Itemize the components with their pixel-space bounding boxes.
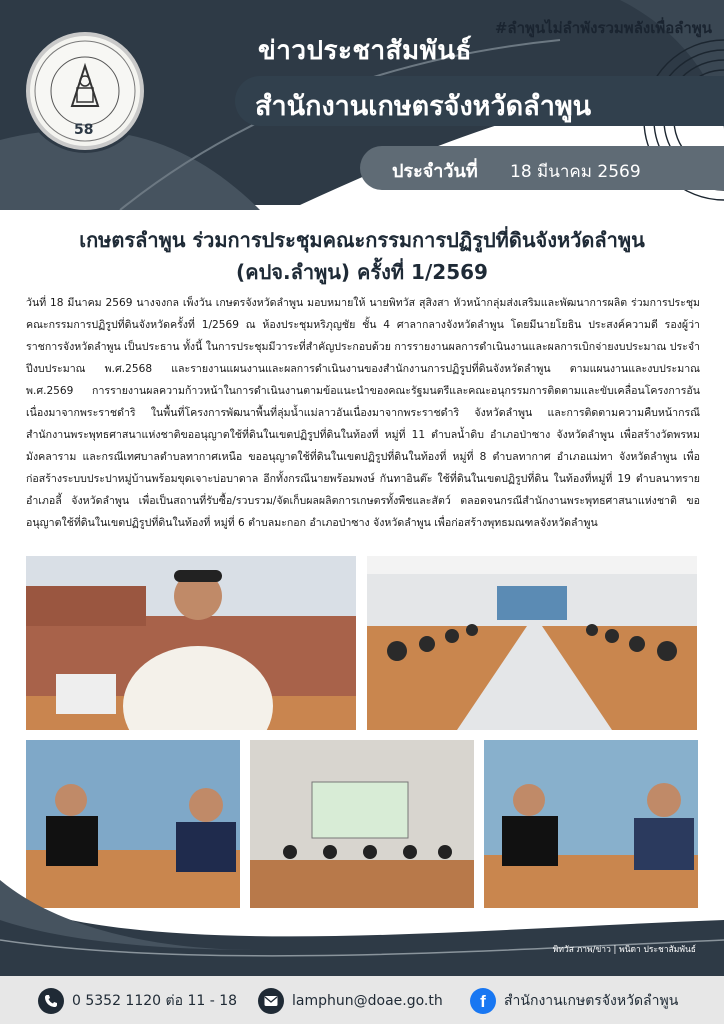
department-logo <box>26 32 144 150</box>
press-release-label: ข่าวประชาสัมพันธ์ <box>258 36 472 66</box>
bottom-decoration <box>0 880 724 976</box>
contact-email[interactable] <box>258 988 443 1014</box>
email-address: lamphun@doae.go.th <box>292 993 443 1009</box>
hashtag: #ลำพูนไม่ลำพังรวมพลังเพื่อลำพูน <box>494 19 712 37</box>
mail-icon <box>258 988 284 1014</box>
headline-line-1: เกษตรลำพูน ร่วมการประชุมคณะกรรมการปฏิรูปที่ดินจังหวัดลำพูน <box>79 228 645 252</box>
phone-number: 0 5352 1120 ต่อ 11 - 18 <box>72 993 238 1009</box>
footer <box>0 976 724 1024</box>
photo-meeting-room <box>367 556 697 730</box>
facebook-icon: f <box>470 988 496 1014</box>
headline-line-2: (คปจ.ลำพูน) ครั้งที่ 1/2569 <box>236 260 488 284</box>
phone-icon <box>38 988 64 1014</box>
date-value: 18 มีนาคม 2569 <box>510 162 641 182</box>
contact-phone[interactable] <box>38 988 237 1014</box>
office-name: สำนักงานเกษตรจังหวัดลำพูน <box>255 91 592 122</box>
article-body: วันที่ 18 มีนาคม 2569 นางจงกล เพ็งวัน เกษตรจังหวัดลำพูน มอบหมายให้ นายพิทวัส สุสิงสา หัวหน้ากลุ่มส่งเสริมและพัฒนาการผลิต ร่วมการประชุมคณะกรรมการปฏิรูปที่ดินจังหวัดครั้งที่ 1/2569 ณ ห้องประชุมหริภุญชัย ชั้น 4 ศาลากลางจังหวัดลำพูน โดยมีนายโยธิน ประสงค์ความดี รองผู้ว่าราชการจังหวัดลำพูน เป็นประธาน ทั้งนี้ ในการประชุมมีวาระที่สำคัญประกอบด้วย การรายงานผลการดำเนินงานและผลการเบิกจ่ายงบประมาณ ประจำปีงบประมาณ พ.ศ.2568 และรายงานแผนงานและผลการดำเนินงานของสำนักงานการปฏิรูปที่ดินจังหวัดลำพูน ตามแผนงานและงบประมาณ พ.ศ.2569 การรายงานผลความก้าวหน้าในการดำเนินงานตามข้อแนะนำของคณะรัฐมนตรีและคณะอนุกรรมการติดตามและขับเคลื่อนโครงการอันเนื่องมาจากพระราชดำริ ในพื้นที่โครงการพัฒนาพื้นที่ลุ่มน้ำแม่ลาวอันเนื่องมาจากพระราชดำริ จังหวัดลำพูน และการติดตามความคืบหน้ากรณีสำนักงานพระพุทธศาสนาแห่งชาติขออนุญาตใช้ที่ดินในเขตปฏิรูปที่ดินในท้องที่ หมู่ที่ 11 ตำบลน้ำดิบ อำเภอป่าซาง จังหวัดลำพูน เพื่อสร้างวัดพรหมมังคลาราม และกรณีเทศบาลตำบลทากาศเหนือ ขออนุญาตใช้ที่ดินในเขตปฏิรูปที่ดินในท้องที่ หมู่ที่ 8 ตำบลทากาศ อำเภอแม่ทา จังหวัดลำพูน เพื่อก่อสร้างระบบประปาหมู่บ้านพร้อมขุดเจาะบ่อบาดาล อีกทั้งกรณีนายพร้อมพงษ์ กันทาอินต๊ะ ใช้ที่ดินในเขตปฏิรูปที่ดิน ในท้องที่หมู่ที่ 19 ตำบลนาทราย อำเภอลี้ จังหวัดลำพูน เพื่อเป็นสถานที่รับซื้อ/รวบรวม/จัดเก็บผลผลิตการเกษตรทั้งพืชและสัตว์ ตลอดจนกรณีสำนักงานพระพุทธศาสนาแห่งชาติ ขออนุญาตใช้ที่ดินในเขตปฏิรูปที่ดินในท้องที่ หมู่ที่ 6 ตำบลมะกอก อำเภอป่าซาง จังหวัดลำพูน เพื่อก่อสร้างพุทธมณฑลจังหวัดลำพูน <box>26 297 700 529</box>
facebook-page: สำนักงานเกษตรจังหวัดลำพูน <box>504 993 679 1009</box>
header <box>0 0 724 210</box>
contact-facebook[interactable] <box>470 988 678 1014</box>
photo-credit: พิทวัส ภาพ/ข่าว | พนิดา ประชาสัมพันธ์ <box>552 945 696 955</box>
logo-badge: 58 <box>74 122 94 138</box>
photo-chairperson <box>26 556 356 730</box>
date-label: ประจำวันที่ <box>392 161 478 182</box>
